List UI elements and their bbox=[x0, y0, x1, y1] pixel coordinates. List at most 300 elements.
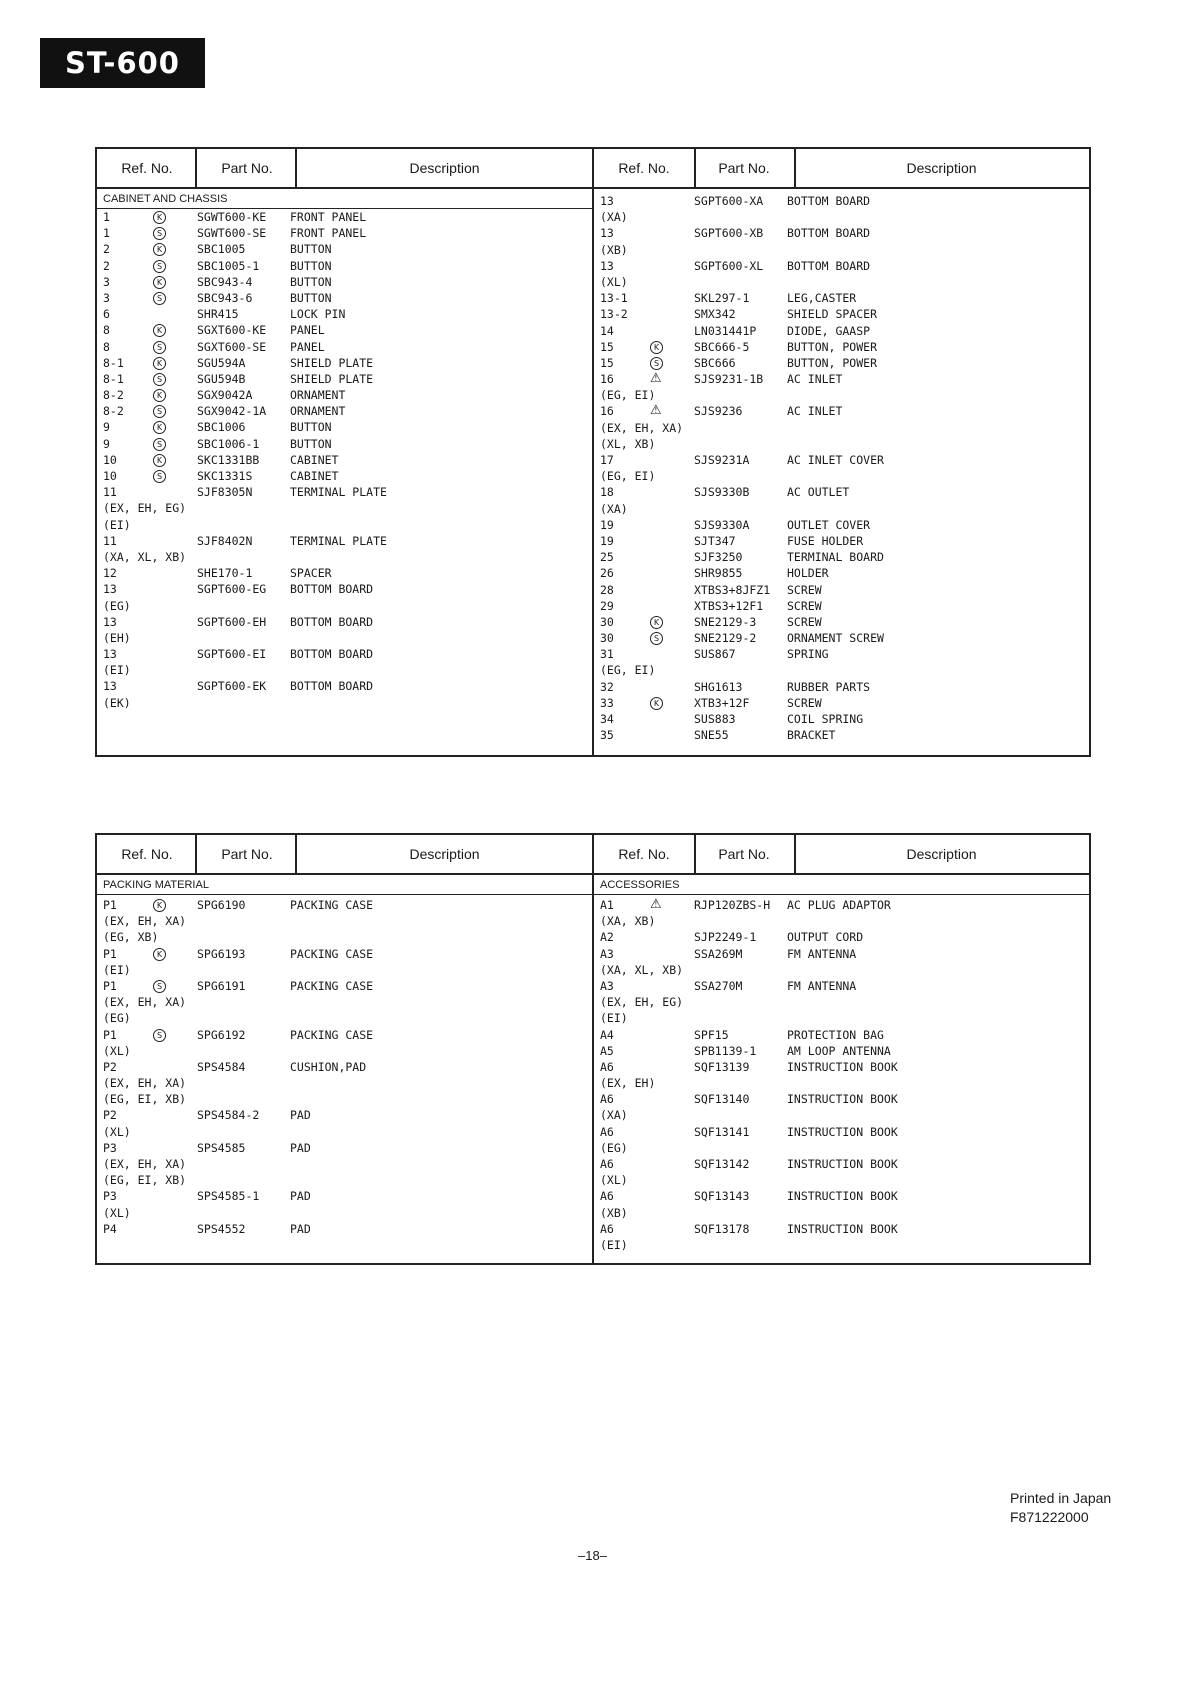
region-mark-icon: K bbox=[153, 276, 166, 289]
ref-no: 2 bbox=[103, 242, 110, 257]
ref-no: (XA) bbox=[600, 501, 628, 516]
ref-no: 8-1 bbox=[103, 355, 124, 370]
description: LOCK PIN bbox=[290, 307, 346, 322]
ref-no: (XB) bbox=[600, 242, 628, 257]
description: BRACKET bbox=[787, 728, 836, 743]
description: PAD bbox=[290, 1108, 311, 1123]
header-part-no: Part No. bbox=[221, 160, 273, 176]
part-row bbox=[103, 614, 591, 630]
part-row bbox=[600, 1027, 1088, 1043]
description: BOTTOM BOARD bbox=[787, 194, 871, 208]
part-no: SGWT600-KE bbox=[197, 210, 267, 224]
ref-no: (EH) bbox=[103, 630, 131, 645]
ref-no: 14 bbox=[600, 323, 614, 338]
ref-no: (XA) bbox=[600, 1108, 628, 1123]
description: SCREW bbox=[787, 598, 822, 613]
ref-no: (XL) bbox=[103, 1043, 131, 1058]
print-code: F871222000 bbox=[1010, 1509, 1089, 1525]
part-row bbox=[103, 290, 591, 306]
description: FM ANTENNA bbox=[787, 978, 857, 993]
ref-no: A6 bbox=[600, 1092, 614, 1107]
part-no: SJS9330A bbox=[694, 517, 750, 532]
area-code-row bbox=[103, 1075, 591, 1091]
description: BOTTOM BOARD bbox=[290, 614, 374, 629]
description: INSTRUCTION BOOK bbox=[787, 1157, 898, 1171]
part-row bbox=[103, 1027, 591, 1043]
part-no: SJF8402N bbox=[197, 533, 253, 548]
part-row bbox=[103, 1107, 591, 1123]
column-divider bbox=[195, 835, 197, 873]
description: TERMINAL PLATE bbox=[290, 485, 387, 500]
description: PACKING CASE bbox=[290, 978, 374, 993]
header-ref-no: Ref. No. bbox=[121, 160, 173, 176]
ref-no: 19 bbox=[600, 533, 614, 548]
ref-no: (XL) bbox=[600, 1173, 628, 1188]
part-row bbox=[103, 1059, 591, 1075]
ref-no: (EG) bbox=[103, 1011, 131, 1026]
part-no: SPG6191 bbox=[197, 978, 246, 993]
region-mark-icon: K bbox=[153, 357, 166, 370]
part-row bbox=[600, 1043, 1088, 1059]
description: BUTTON bbox=[290, 436, 332, 451]
ref-no: (XB) bbox=[600, 1205, 628, 1220]
ref-no: (EX, EH, EG) bbox=[103, 501, 187, 516]
part-row bbox=[600, 1059, 1088, 1075]
part-row bbox=[600, 614, 1088, 630]
ref-no: A6 bbox=[600, 1059, 614, 1074]
area-code-row bbox=[103, 1172, 591, 1188]
part-row bbox=[103, 355, 591, 371]
ref-no: 1 bbox=[103, 226, 110, 241]
ref-no: 35 bbox=[600, 728, 614, 743]
part-no: XTBS3+8JFZ1 bbox=[694, 582, 771, 597]
description: SPRING bbox=[787, 647, 829, 662]
ref-no: 15 bbox=[600, 355, 614, 370]
description: PACKING CASE bbox=[290, 946, 374, 961]
part-row bbox=[103, 468, 591, 484]
ref-no: (EI) bbox=[103, 663, 131, 678]
header-description: Description bbox=[409, 160, 480, 176]
description: OUTPUT CORD bbox=[787, 930, 864, 945]
part-no: SQF13139 bbox=[694, 1059, 750, 1074]
part-no: SPS4584 bbox=[197, 1059, 246, 1074]
description: INSTRUCTION BOOK bbox=[787, 1092, 898, 1107]
description: BUTTON bbox=[290, 258, 332, 273]
part-row bbox=[600, 565, 1088, 581]
region-mark-icon: K bbox=[153, 243, 166, 256]
description: LEG,CASTER bbox=[787, 291, 857, 306]
part-no: SHG1613 bbox=[694, 679, 743, 694]
ref-no: 9 bbox=[103, 436, 110, 451]
description: PAD bbox=[290, 1189, 311, 1204]
ref-no: (EG) bbox=[103, 598, 131, 613]
column-divider bbox=[592, 149, 594, 755]
ref-no: (EG, EI, XB) bbox=[103, 1092, 187, 1107]
region-mark-icon: S bbox=[153, 405, 166, 418]
ref-no: (EI) bbox=[600, 1011, 628, 1026]
ref-no: 25 bbox=[600, 550, 614, 565]
description: AC INLET COVER bbox=[787, 453, 884, 467]
area-code-row bbox=[600, 242, 1088, 258]
ref-no: 16 bbox=[600, 404, 614, 419]
area-code-row bbox=[103, 598, 591, 614]
description: INSTRUCTION BOOK bbox=[787, 1059, 898, 1074]
area-code-row bbox=[103, 517, 591, 533]
part-no: SBC1006 bbox=[197, 420, 246, 435]
region-mark-icon: S bbox=[153, 341, 166, 354]
area-code-row bbox=[600, 1010, 1088, 1026]
description: AC INLET bbox=[787, 372, 843, 387]
description: COIL SPRING bbox=[787, 712, 864, 726]
ref-no: 32 bbox=[600, 679, 614, 694]
part-no: SKL297-1 bbox=[694, 291, 750, 306]
parts-table-accessories bbox=[95, 833, 1091, 1265]
ref-no: (EX, EH, XA) bbox=[103, 1157, 187, 1171]
part-row bbox=[600, 630, 1088, 646]
ref-no: (EX, EH, XA) bbox=[103, 995, 187, 1010]
region-mark-icon: S bbox=[650, 632, 663, 645]
description: AC OUTLET bbox=[787, 485, 850, 500]
part-row bbox=[103, 678, 591, 694]
column-divider bbox=[794, 835, 796, 873]
column-divider bbox=[195, 149, 197, 187]
part-no: SPS4552 bbox=[197, 1221, 246, 1236]
ref-no: 12 bbox=[103, 566, 117, 581]
part-row bbox=[600, 355, 1088, 371]
description: BUTTON, POWER bbox=[787, 339, 878, 354]
ref-no: (XA, XL, XB) bbox=[600, 962, 684, 977]
ref-no: P1 bbox=[103, 898, 117, 912]
area-code-row bbox=[103, 662, 591, 678]
area-code-row bbox=[103, 913, 591, 929]
part-row bbox=[600, 1188, 1088, 1204]
ref-no: 33 bbox=[600, 695, 614, 710]
ref-no: P4 bbox=[103, 1221, 117, 1236]
ref-no: 10 bbox=[103, 469, 117, 483]
header-description: Description bbox=[409, 846, 480, 862]
part-no: SGU594B bbox=[197, 371, 246, 386]
parts-list-right bbox=[600, 897, 1088, 1253]
part-row bbox=[600, 1091, 1088, 1107]
description: RUBBER PARTS bbox=[787, 679, 871, 694]
ref-no: 3 bbox=[103, 290, 110, 305]
description: AC INLET bbox=[787, 404, 843, 419]
ref-no: A6 bbox=[600, 1189, 614, 1204]
description: SHIELD SPACER bbox=[787, 307, 878, 322]
area-code-row bbox=[600, 1107, 1088, 1123]
part-no: SGU594A bbox=[197, 355, 246, 370]
description: PANEL bbox=[290, 323, 325, 338]
ref-no: 19 bbox=[600, 517, 614, 532]
ref-no: 13-1 bbox=[600, 291, 628, 306]
ref-no: 13-2 bbox=[600, 307, 628, 322]
part-row bbox=[103, 258, 591, 274]
description: BOTTOM BOARD bbox=[290, 647, 374, 662]
parts-list-left bbox=[103, 209, 591, 711]
part-row bbox=[103, 1221, 591, 1237]
region-mark-icon: S bbox=[153, 980, 166, 993]
part-no: SPF15 bbox=[694, 1027, 729, 1042]
model-label: ST-600 bbox=[40, 38, 205, 88]
part-no: SPS4585-1 bbox=[197, 1189, 260, 1204]
description: TERMINAL BOARD bbox=[787, 550, 884, 565]
description: FM ANTENNA bbox=[787, 946, 857, 961]
area-code-row bbox=[600, 1172, 1088, 1188]
ref-no: 30 bbox=[600, 631, 614, 646]
part-no: SSA269M bbox=[694, 946, 743, 961]
ref-no: (EG, EI) bbox=[600, 388, 656, 403]
description: BUTTON bbox=[290, 242, 332, 257]
ref-no: 31 bbox=[600, 647, 614, 662]
part-row bbox=[103, 274, 591, 290]
part-row bbox=[600, 727, 1088, 743]
part-no: SSA270M bbox=[694, 978, 743, 993]
ref-no: (XA, XB) bbox=[600, 914, 656, 929]
part-row bbox=[103, 209, 591, 225]
region-mark-icon: S bbox=[153, 373, 166, 386]
region-mark-icon: K bbox=[650, 341, 663, 354]
description: PAD bbox=[290, 1221, 311, 1236]
part-no: SBC943-6 bbox=[197, 290, 253, 305]
part-no: SPB1139-1 bbox=[694, 1043, 757, 1058]
area-code-row bbox=[103, 994, 591, 1010]
part-row bbox=[600, 306, 1088, 322]
area-code-row bbox=[600, 1237, 1088, 1253]
ref-no: (EX, EH, EG) bbox=[600, 995, 684, 1010]
description: TERMINAL PLATE bbox=[290, 533, 387, 548]
part-no: SGX9042-1A bbox=[197, 404, 267, 419]
description: SPACER bbox=[290, 566, 332, 581]
part-no: SBC1006-1 bbox=[197, 436, 260, 451]
column-divider bbox=[794, 149, 796, 187]
ref-no: P3 bbox=[103, 1189, 117, 1204]
part-no: SMX342 bbox=[694, 307, 736, 322]
part-row bbox=[600, 339, 1088, 355]
region-mark-icon: S bbox=[153, 227, 166, 240]
ref-no: A1 bbox=[600, 898, 614, 912]
ref-no: 13 bbox=[103, 582, 117, 597]
ref-no: 30 bbox=[600, 614, 614, 629]
region-mark-icon: K bbox=[153, 454, 166, 467]
ref-no: 8-2 bbox=[103, 404, 124, 419]
description: PROTECTION BAG bbox=[787, 1027, 884, 1042]
ref-no: 17 bbox=[600, 453, 614, 467]
ref-no: (EX, EH, XA) bbox=[103, 914, 187, 929]
description: SCREW bbox=[787, 582, 822, 597]
part-row bbox=[103, 306, 591, 322]
part-row bbox=[103, 1140, 591, 1156]
ref-no: 26 bbox=[600, 566, 614, 581]
part-no: SPG6190 bbox=[197, 898, 246, 912]
column-divider bbox=[295, 149, 297, 187]
ref-no: P2 bbox=[103, 1108, 117, 1123]
ref-no: (EX, EH) bbox=[600, 1076, 656, 1091]
part-row bbox=[103, 1188, 591, 1204]
part-row bbox=[600, 929, 1088, 945]
description: PAD bbox=[290, 1140, 311, 1155]
ref-no: 6 bbox=[103, 307, 110, 322]
ref-no: 18 bbox=[600, 485, 614, 500]
area-code-row bbox=[103, 1010, 591, 1026]
part-no: SJT347 bbox=[694, 533, 736, 548]
part-row bbox=[600, 549, 1088, 565]
safety-warning-icon: ⚠ bbox=[650, 403, 662, 419]
part-no: SKC1331S bbox=[197, 469, 253, 483]
region-mark-icon: K bbox=[153, 324, 166, 337]
ref-no: (EX, EH, XA) bbox=[103, 1076, 187, 1091]
part-row bbox=[600, 598, 1088, 614]
part-no: SGPT600-EG bbox=[197, 582, 267, 597]
column-divider bbox=[694, 149, 696, 187]
part-row bbox=[103, 533, 591, 549]
description: INSTRUCTION BOOK bbox=[787, 1189, 898, 1204]
part-no: SJS9231A bbox=[694, 453, 750, 467]
ref-no: (XA) bbox=[600, 210, 628, 225]
part-no: SBC1005-1 bbox=[197, 258, 260, 273]
part-row bbox=[103, 452, 591, 468]
part-row bbox=[103, 241, 591, 257]
description: PACKING CASE bbox=[290, 1027, 374, 1042]
part-no: XTB3+12F bbox=[694, 695, 750, 710]
part-row bbox=[103, 419, 591, 435]
region-mark-icon: S bbox=[153, 470, 166, 483]
part-no: SNE2129-2 bbox=[694, 631, 757, 646]
region-mark-icon: K bbox=[153, 899, 166, 912]
area-code-row bbox=[103, 695, 591, 711]
description: BUTTON bbox=[290, 274, 332, 289]
ref-no: A6 bbox=[600, 1157, 614, 1171]
ref-no: 2 bbox=[103, 258, 110, 273]
ref-no: 16 bbox=[600, 372, 614, 387]
ref-no: (EG, EI) bbox=[600, 663, 656, 678]
region-mark-icon: S bbox=[153, 292, 166, 305]
header-ref-no: Ref. No. bbox=[618, 846, 670, 862]
area-code-row bbox=[103, 549, 591, 565]
part-no: SNE55 bbox=[694, 728, 729, 743]
area-code-row bbox=[600, 994, 1088, 1010]
part-no: SJS9231-1B bbox=[694, 372, 764, 387]
part-row bbox=[103, 225, 591, 241]
part-no: SJS9236 bbox=[694, 404, 743, 419]
ref-no: 13 bbox=[600, 194, 614, 208]
part-no: SGPT600-XB bbox=[694, 226, 764, 241]
area-code-row bbox=[600, 274, 1088, 290]
ref-no: (EG, XB) bbox=[103, 930, 159, 945]
region-mark-icon: K bbox=[650, 616, 663, 629]
ref-no: 28 bbox=[600, 582, 614, 597]
ref-no: A4 bbox=[600, 1027, 614, 1042]
column-divider bbox=[592, 835, 594, 1263]
area-code-row bbox=[103, 1043, 591, 1059]
ref-no: (XA, XL, XB) bbox=[103, 549, 187, 564]
part-row bbox=[103, 978, 591, 994]
part-no: SGPT600-XA bbox=[694, 194, 764, 208]
section-title-accessories: ACCESSORIES bbox=[600, 879, 680, 891]
part-row bbox=[600, 225, 1088, 241]
region-mark-icon: S bbox=[153, 260, 166, 273]
safety-warning-icon: ⚠ bbox=[650, 897, 662, 912]
part-row bbox=[600, 679, 1088, 695]
part-row bbox=[600, 484, 1088, 500]
area-code-row bbox=[600, 436, 1088, 452]
header-ref-no: Ref. No. bbox=[121, 846, 173, 862]
description: FRONT PANEL bbox=[290, 210, 367, 224]
ref-no: A3 bbox=[600, 978, 614, 993]
ref-no: P3 bbox=[103, 1140, 117, 1155]
part-row bbox=[600, 290, 1088, 306]
description: OUTLET COVER bbox=[787, 517, 871, 532]
ref-no: (XL) bbox=[103, 1205, 131, 1220]
description: AM LOOP ANTENNA bbox=[787, 1043, 891, 1058]
description: HOLDER bbox=[787, 566, 829, 581]
part-row bbox=[600, 582, 1088, 598]
part-row bbox=[600, 193, 1088, 209]
printed-in-label: Printed in Japan bbox=[1010, 1490, 1112, 1506]
part-row bbox=[600, 403, 1088, 419]
area-code-row bbox=[600, 1140, 1088, 1156]
area-code-row bbox=[103, 1091, 591, 1107]
ref-no: (EI) bbox=[600, 1237, 628, 1252]
area-code-row bbox=[600, 501, 1088, 517]
ref-no: A5 bbox=[600, 1043, 614, 1058]
ref-no: A3 bbox=[600, 946, 614, 961]
page-number: –18– bbox=[578, 1548, 607, 1563]
ref-no: 3 bbox=[103, 274, 110, 289]
column-divider bbox=[694, 835, 696, 873]
ref-no: 11 bbox=[103, 485, 117, 500]
part-no: SHR415 bbox=[197, 307, 239, 322]
description: CUSHION,PAD bbox=[290, 1059, 367, 1074]
ref-no: 8 bbox=[103, 323, 110, 338]
part-no: SQF13143 bbox=[694, 1189, 750, 1204]
part-no: SPS4584-2 bbox=[197, 1108, 260, 1123]
area-code-row bbox=[600, 387, 1088, 403]
part-row bbox=[103, 371, 591, 387]
area-code-row bbox=[103, 1124, 591, 1140]
ref-no: 8 bbox=[103, 339, 110, 354]
area-code-row bbox=[103, 630, 591, 646]
description: ORNAMENT bbox=[290, 404, 346, 419]
description: SHIELD PLATE bbox=[290, 355, 374, 370]
ref-no: 11 bbox=[103, 533, 117, 548]
area-code-row bbox=[103, 929, 591, 945]
ref-no: (EG, EI) bbox=[600, 469, 656, 484]
part-no: SNE2129-3 bbox=[694, 614, 757, 629]
ref-no: (EI) bbox=[103, 962, 131, 977]
part-row bbox=[103, 897, 591, 913]
part-no: SBC666 bbox=[694, 355, 736, 370]
header-part-no: Part No. bbox=[221, 846, 273, 862]
part-no: SBC943-4 bbox=[197, 274, 253, 289]
part-no: SGPT600-EI bbox=[197, 647, 267, 662]
part-row bbox=[103, 484, 591, 500]
description: CABINET bbox=[290, 452, 339, 467]
description: AC PLUG ADAPTOR bbox=[787, 898, 891, 912]
part-no: SPG6193 bbox=[197, 946, 246, 961]
description: INSTRUCTION BOOK bbox=[787, 1221, 898, 1236]
part-no: SQF13142 bbox=[694, 1157, 750, 1171]
description: BOTTOM BOARD bbox=[787, 226, 871, 241]
description: SCREW bbox=[787, 695, 822, 710]
description: BUTTON, POWER bbox=[787, 355, 878, 370]
area-code-row bbox=[600, 962, 1088, 978]
part-no: SGX9042A bbox=[197, 388, 253, 403]
header-part-no: Part No. bbox=[718, 846, 770, 862]
part-row bbox=[600, 371, 1088, 387]
ref-no: A2 bbox=[600, 930, 614, 945]
section-divider bbox=[97, 894, 1089, 895]
part-no: SHE170-1 bbox=[197, 566, 253, 581]
